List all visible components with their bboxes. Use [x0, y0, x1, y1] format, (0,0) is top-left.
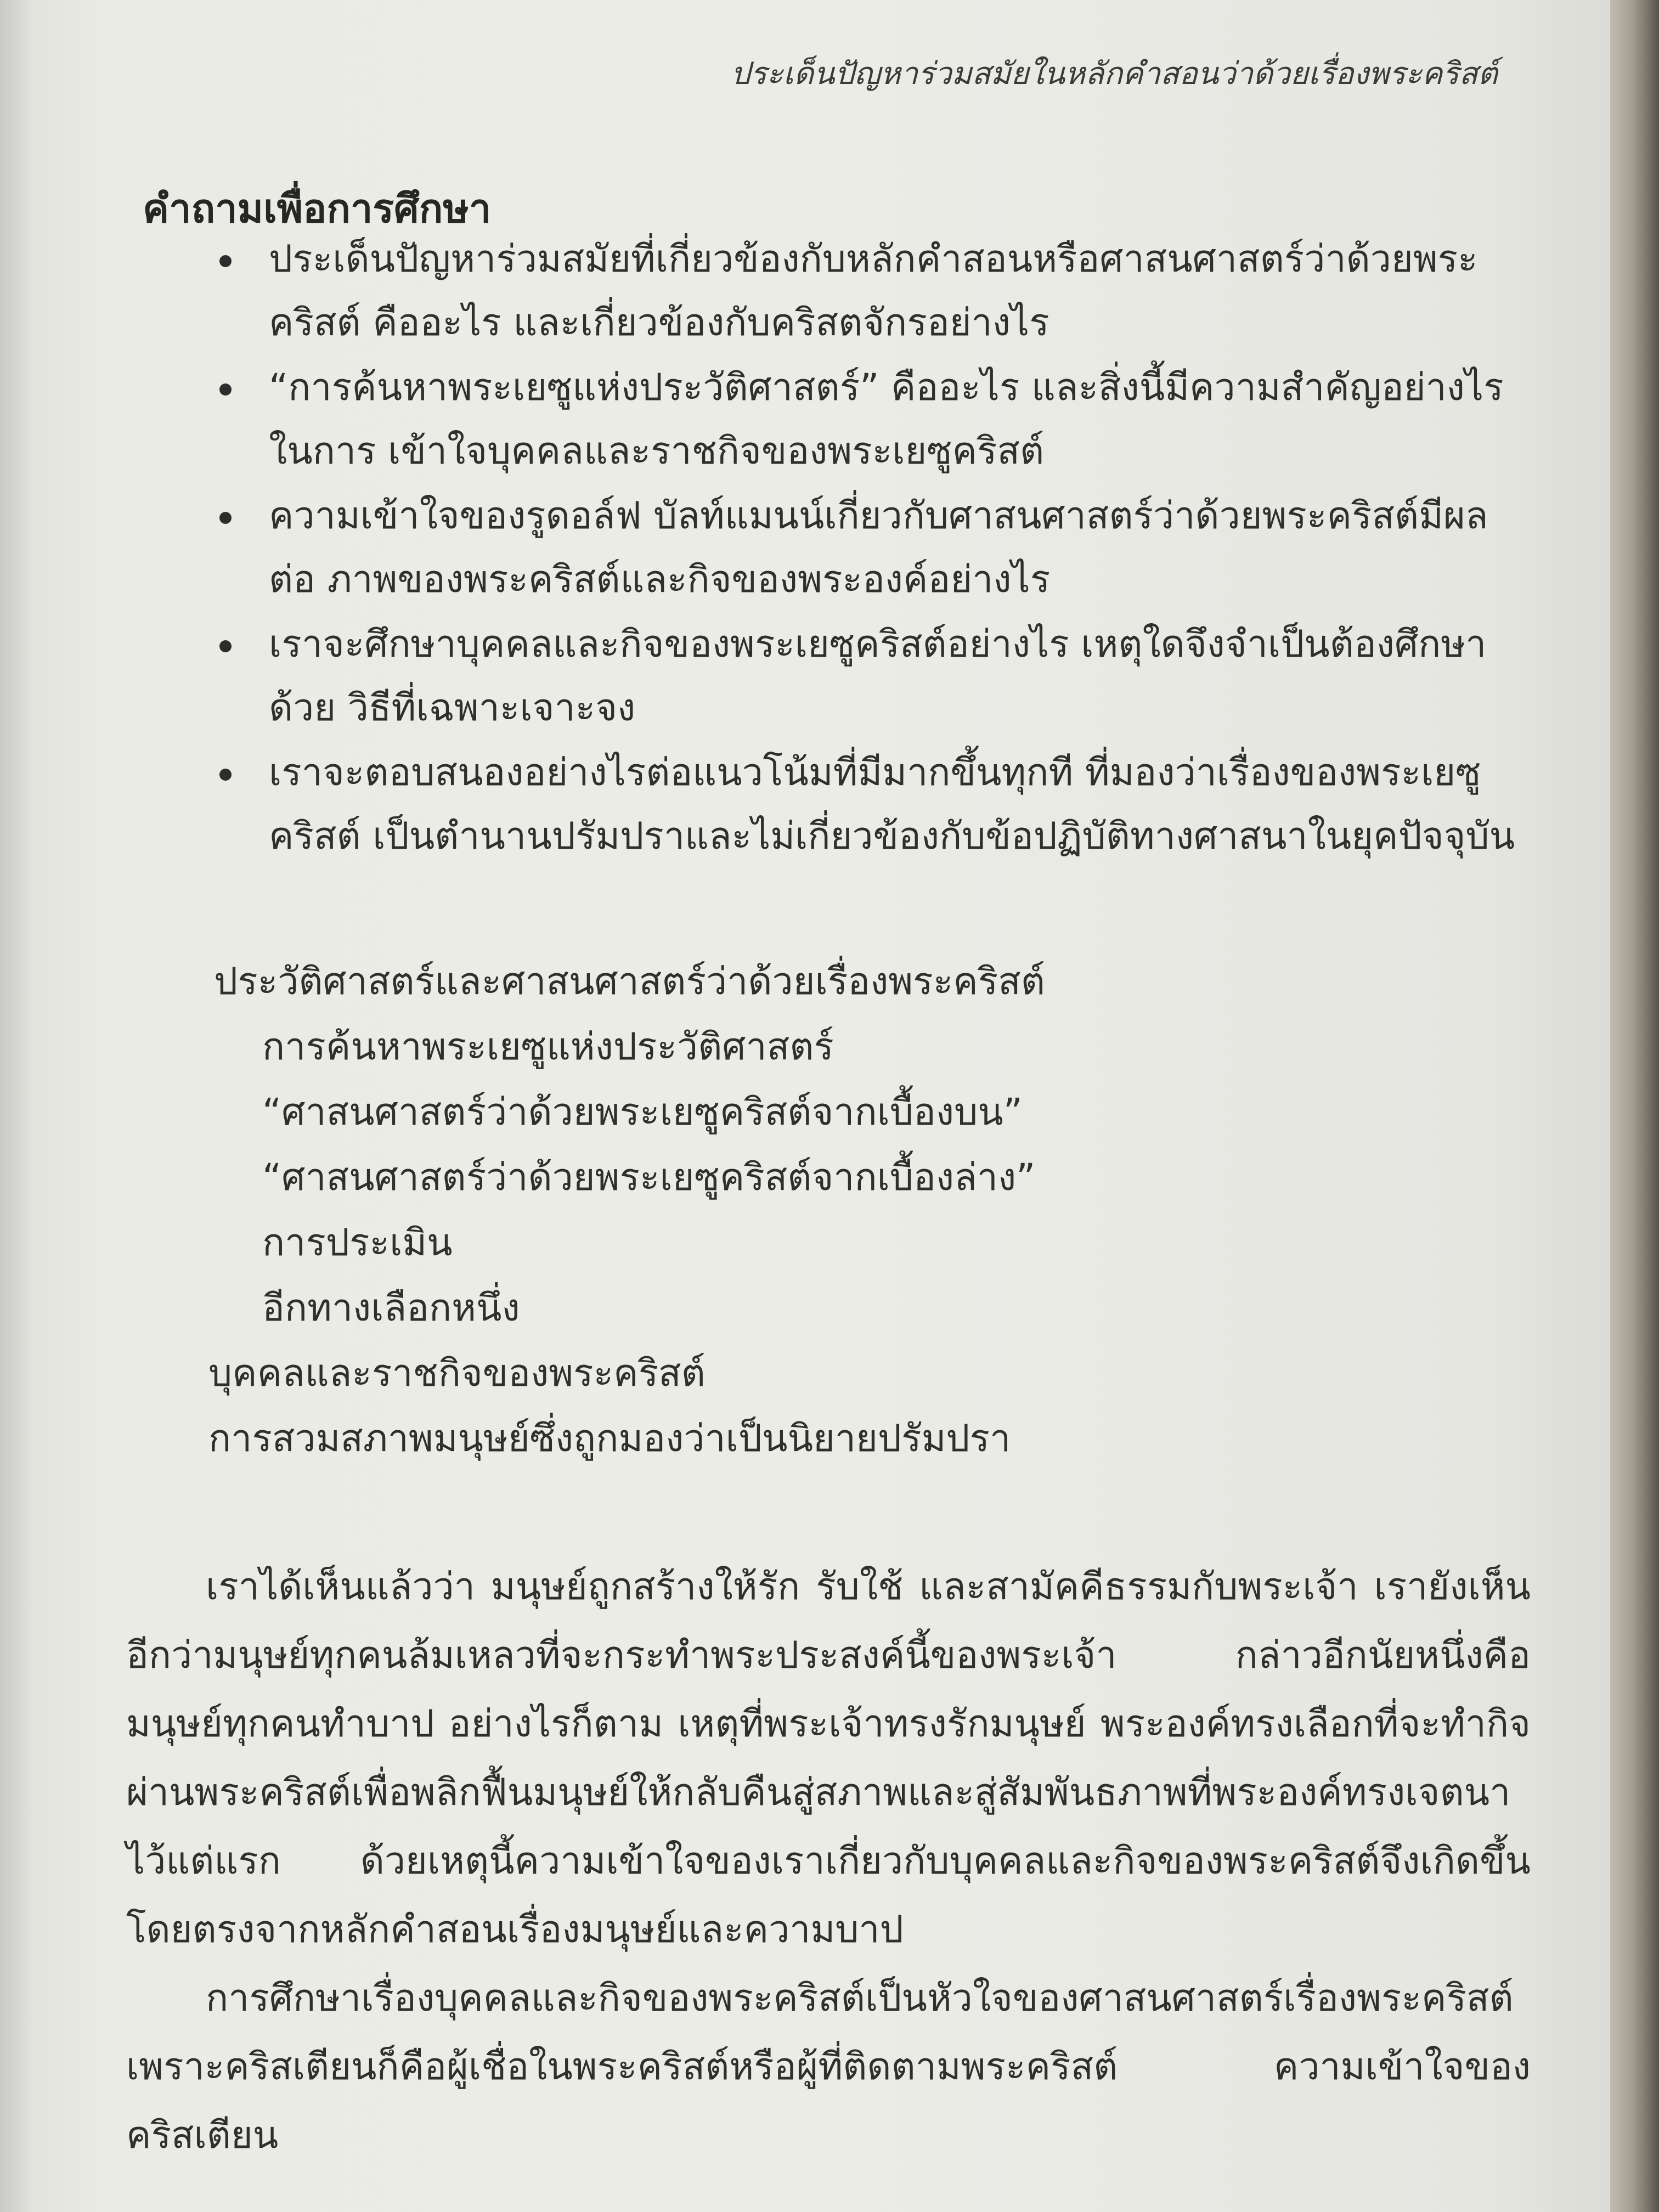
question-text: ความเข้าใจของรูดอล์ฟ บัลท์แมนน์เกี่ยวกับศาสนศาสตร์ว่าด้วยพระคริสต์มีผลต่อ ภาพของพระคริสต์และกิจของพระองค์อย่างไร: [269, 494, 1488, 601]
question-item: [219, 484, 1525, 612]
question-item: [219, 613, 1525, 740]
outline-section-heading: บุคคลและราชกิจของพระคริสต์: [208, 1352, 706, 1395]
question-text: “การค้นหาพระเยซูแห่งประวัติศาสตร์” คืออะไร และสิ่งนี้มีความสำคัญอย่างไรในการ เข้าใจบุคคลและราชกิจของพระเยซูคริสต์: [269, 366, 1504, 473]
chapter-outline: [208, 949, 1476, 1471]
outline-subheading: การค้นหาพระเยซูแห่งประวัติศาสตร์: [262, 1025, 834, 1069]
book-page-edge: [1610, 0, 1659, 2212]
outline-subheading: อีกทางเลือกหนึ่ง: [262, 1286, 520, 1330]
question-text: ประเด็นปัญหาร่วมสมัยที่เกี่ยวข้องกับหลักคำสอนหรือศาสนศาสตร์ว่าด้วยพระคริสต์ คืออะไร และเกี่ยวข้องกับคริสตจักรอย่างไร: [269, 238, 1478, 345]
question-item: [219, 228, 1525, 355]
question-item: [219, 356, 1525, 483]
running-head: ประเด็นปัญหาร่วมสมัยในหลักคำสอนว่าด้วยเรื่องพระคริสต์: [730, 56, 1498, 92]
questions-heading: คำถามเพื่อการศึกษา: [143, 185, 492, 232]
outline-section-heading: การสวมสภาพมนุษย์ซึ่งถูกมองว่าเป็นนิยายปรัมปรา: [208, 1417, 1011, 1460]
bullet-icon: [219, 640, 232, 652]
outline-subheading: “ศาสนศาสตร์ว่าด้วยพระเยซูคริสต์จากเบื้องบน”: [262, 1091, 1023, 1134]
bullet-icon: [219, 255, 232, 267]
bullet-icon: [219, 512, 232, 524]
study-questions-list: [219, 228, 1525, 870]
outline-subheading: การประเมิน: [262, 1221, 453, 1265]
body-paragraph: การศึกษาเรื่องบุคคลและกิจของพระคริสต์เป็นหัวใจของศาสนศาสตร์เรื่องพระคริสต์ เพราะคริสเตียนก็คือผู้เชื่อในพระคริสต์หรือผู้ที่ติดตามพระคริสต์ ความเข้าใจของคริสเตียน: [126, 1977, 1531, 2157]
body-paragraph: เราได้เห็นแล้วว่า มนุษย์ถูกสร้างให้รัก รับใช้ และสามัคคีธรรมกับพระเจ้า เรายังเห็นอีกว่ามนุษย์ทุกคนล้มเหลวที่จะกระทำพระประสงค์นี้ของพระเจ้า กล่าวอีกนัยหนึ่งคือ มนุษย์ทุกคนทำบาป อย่างไรก็ตาม เหตุที่พระเจ้าทรงรักมนุษย์ พระองค์ทรงเลือกที่จะทำกิจผ่านพระคริสต์เพื่อพลิกฟื้นมนุษย์ให้กลับคืนสู่สภาพและสู่สัมพันธภาพที่พระองค์ทรงเจตนาไว้แต่แรก ด้วยเหตุนี้ความเข้าใจของเราเกี่ยวกับบุคคลและกิจของพระคริสต์จึงเกิดขึ้นโดยตรงจากหลักคำสอนเรื่องมนุษย์และความบาป: [126, 1565, 1531, 1951]
outline-subheading: “ศาสนศาสตร์ว่าด้วยพระเยซูคริสต์จากเบื้องล่าง”: [262, 1156, 1036, 1199]
body-text: [126, 1553, 1531, 2170]
outline-section-heading: ประวัติศาสตร์และศาสนศาสตร์ว่าด้วยเรื่องพระคริสต์: [214, 960, 1045, 1003]
question-item: [219, 741, 1525, 868]
question-text: เราจะตอบสนองอย่างไรต่อแนวโน้มที่มีมากขึ้นทุกที ที่มองว่าเรื่องของพระเยซูคริสต์ เป็นตำนานปรัมปราและไม่เกี่ยวข้องกับข้อปฏิบัติทางศาสนาในยุคปัจจุบัน: [269, 751, 1515, 858]
question-text: เราจะศึกษาบุคคลและกิจของพระเยซูคริสต์อย่างไร เหตุใดจึงจำเป็นต้องศึกษาด้วย วิธีที่เฉพาะเจาะจง: [269, 623, 1487, 730]
bullet-icon: [219, 769, 232, 781]
bullet-icon: [219, 383, 232, 396]
